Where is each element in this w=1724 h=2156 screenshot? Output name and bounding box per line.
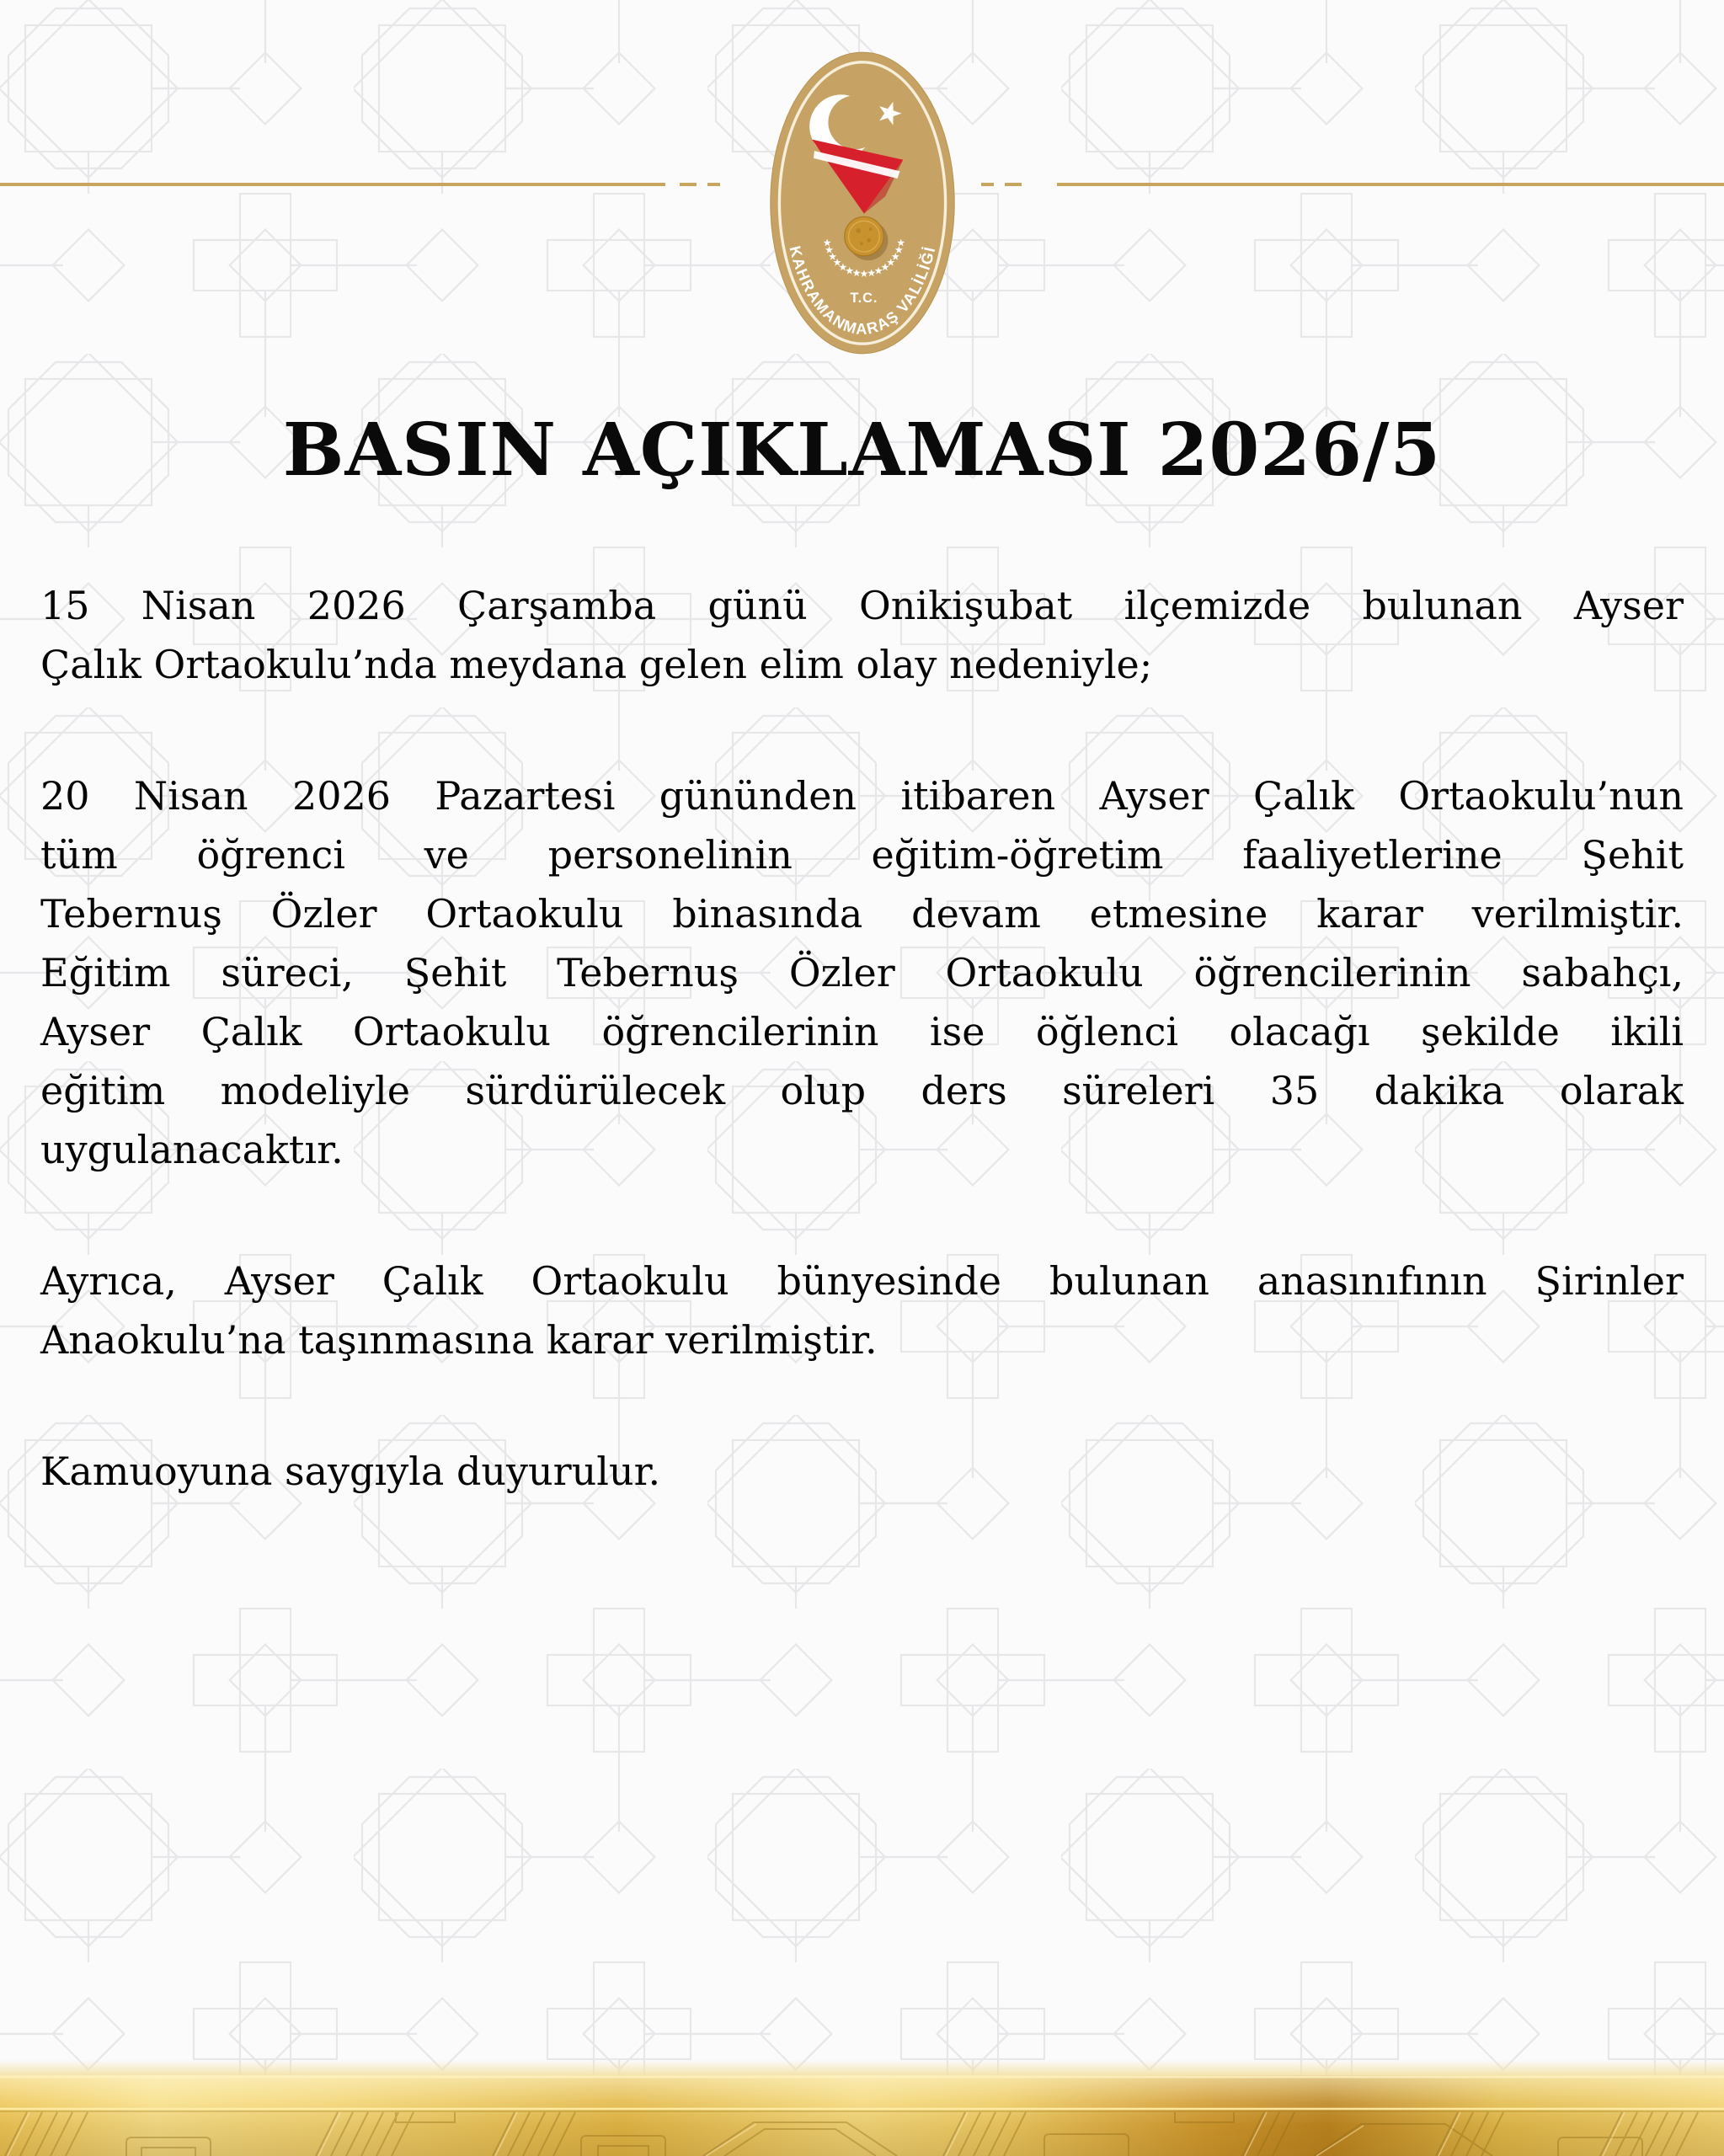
body-text-line: Çalık Ortaokulu’nda meydana gelen elim olay nedeniyle; [40, 642, 1153, 687]
footer-fade [0, 2060, 1724, 2075]
kahramanmaras-valiligi-emblem [765, 44, 960, 362]
body-text-line: Eğitim süreci, Şehit Tebernuş Özler Ortaokulu öğrencilerinin sabahçı, [40, 950, 1684, 995]
body-text-line: Ayser Çalık Ortaokulu öğrencilerinin ise öğlenci olacağı şekilde ikili [40, 1009, 1684, 1054]
page-title: BASIN AÇIKLAMASI 2026/5 [282, 408, 1442, 493]
body-text-line: Tebernuş Özler Ortaokulu binasında devam etmesine karar verilmiştir. [40, 891, 1684, 937]
press-release-paragraph [40, 1251, 1684, 1369]
body-text-line: 20 Nisan 2026 Pazartesi gününden itibaren Ayser Çalık Ortaokulu’nun [40, 773, 1684, 819]
footer-ornament-pattern [0, 2075, 1724, 2156]
body-text-line: Kamuoyuna saygıyla duyurulur. [40, 1449, 661, 1494]
emblem-curved-textpath: KAHRAMANMARAŞ VALİLİĞİ [785, 243, 938, 338]
body-text-line: tüm öğrenci ve personelinin eğitim-öğretim faaliyetlerine Şehit [40, 832, 1684, 878]
press-release-paragraph [40, 766, 1684, 1179]
emblem-tc-label: T.C. [849, 290, 878, 306]
body-text-line: uygulanacaktır. [40, 1127, 344, 1172]
press-release-body [40, 576, 1684, 1573]
body-text-line: Anaokulu’na taşınmasına karar verilmiştir. [40, 1317, 878, 1363]
footer-gold-band [0, 2075, 1724, 2156]
body-text-line: 15 Nisan 2026 Çarşamba günü Onikişubat ilçemizde bulunan Ayser [40, 583, 1684, 628]
body-text-line: Ayrıca, Ayser Çalık Ortaokulu bünyesinde bulunan anasınıfının Şirinler [40, 1258, 1684, 1304]
press-release-paragraph [40, 576, 1684, 694]
press-release-paragraph [40, 1442, 1684, 1501]
body-text-line: eğitim modeliyle sürdürülecek olup ders süreleri 35 dakika olarak [40, 1068, 1684, 1113]
